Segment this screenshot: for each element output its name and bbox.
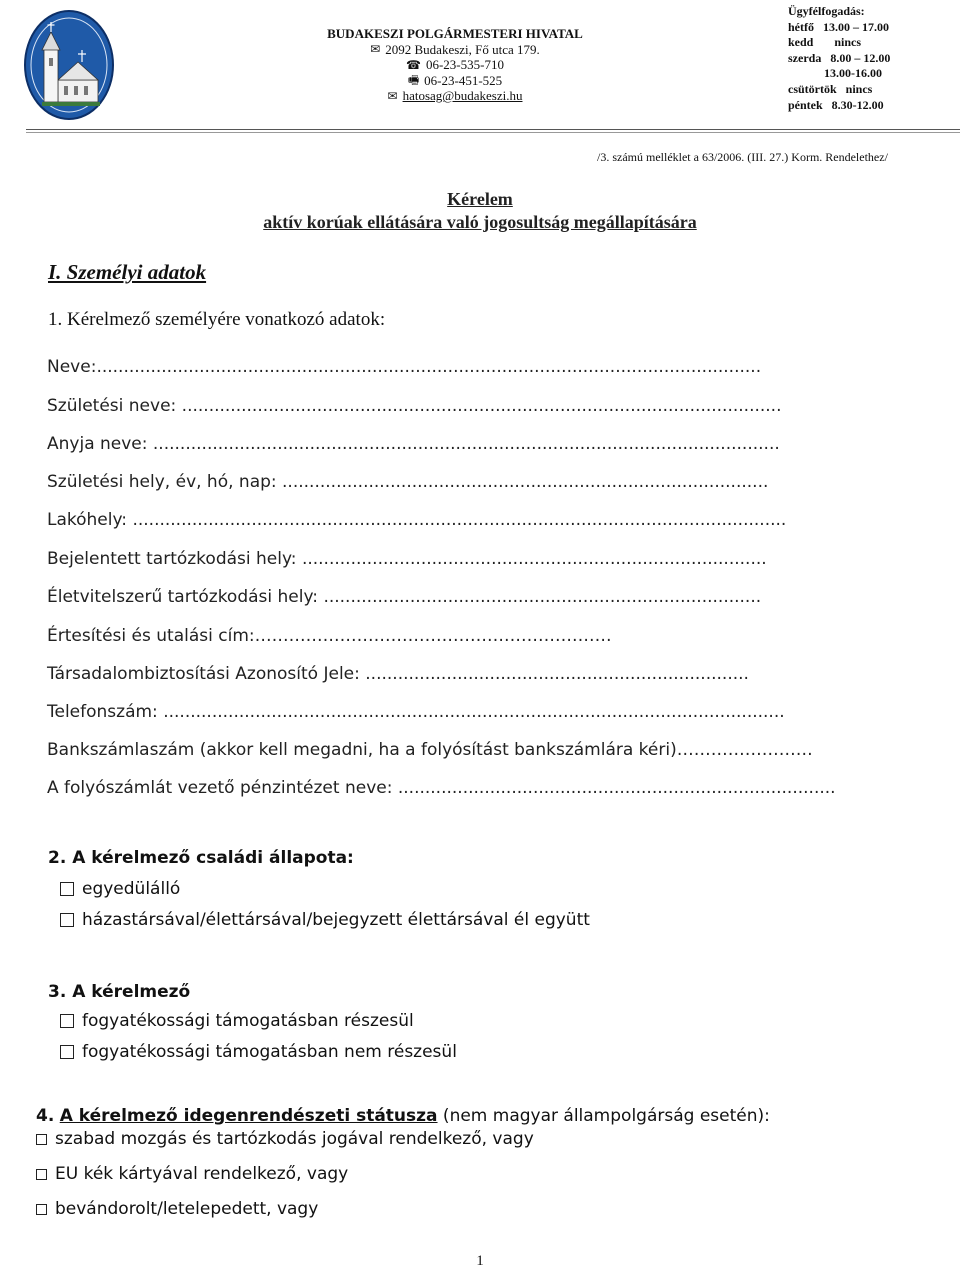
form-subtitle: aktív korúak ellátására való jogosultság megállapítására — [263, 212, 697, 232]
header-divider — [26, 129, 960, 130]
fill-line: ................................................................................. — [397, 778, 836, 798]
office-hours — [788, 4, 890, 113]
fill-line: .................................................................................................................... — [152, 434, 780, 454]
checkbox[interactable] — [36, 1204, 47, 1215]
option-label: EU kék kártyával rendelkező, vagy — [55, 1164, 349, 1184]
option-free-movement[interactable] — [36, 1129, 534, 1149]
field-label: Lakóhely: — [47, 510, 128, 530]
disability-support-heading: 3. A kérelmező — [48, 982, 191, 1002]
field-birth-place-date[interactable] — [47, 472, 768, 492]
email-line — [300, 88, 610, 104]
envelope-icon: ✉ — [370, 42, 381, 57]
hours-line: hétfő 13.00 – 17.00 — [788, 19, 889, 34]
hours-line: Ügyfélfogadás: — [788, 4, 865, 18]
hours-line: kedd nincs — [788, 35, 862, 50]
field-actual-stay[interactable] — [47, 587, 761, 607]
fill-line: …………………… — [676, 740, 813, 760]
section-personal-data-heading: I. Személyi adatok — [48, 260, 207, 284]
field-mother-name[interactable] — [47, 434, 780, 454]
option-single[interactable] — [60, 879, 180, 899]
fill-line: ............................................................................................................... — [181, 396, 782, 416]
field-label: Telefonszám: — [47, 702, 158, 722]
annex-note: /3. számú melléklet a 63/2006. (III. 27.) Korm. Rendelethez/ — [597, 150, 888, 164]
field-label: Születési neve: — [47, 396, 177, 416]
field-label: Születési hely, év, hó, nap: — [47, 472, 277, 492]
field-birth-name[interactable] — [47, 396, 782, 416]
marital-status-heading: 2. A kérelmező családi állapota: — [48, 848, 354, 868]
checkbox[interactable] — [36, 1134, 47, 1145]
option-label: fogyatékossági támogatásban nem részesül — [82, 1042, 457, 1062]
field-label: Bankszámlaszám (akkor kell megadni, ha a folyósítást bankszámlára kéri) — [47, 740, 677, 760]
fill-line: .......................................................................................... — [282, 472, 769, 492]
field-label: Anyja neve: — [47, 434, 148, 454]
applicant-data-heading: 1. Kérelmező személyére vonatkozó adatok: — [48, 309, 386, 330]
fax-text: 06-23-451-525 — [424, 72, 503, 88]
header-divider-secondary — [26, 132, 960, 133]
field-label: A folyószámlát vezető pénzintézet neve: — [47, 778, 393, 798]
hours-line: péntek 8.30-12.00 — [788, 97, 884, 112]
field-label: Bejelentett tartózkodási hely: — [47, 549, 297, 569]
question-number: 4. — [36, 1106, 55, 1126]
option-label: szabad mozgás és tartózkodás jogával rendelkező, vagy — [55, 1129, 534, 1149]
fill-line: ................................................................................. — [323, 587, 762, 607]
field-notification-address[interactable] — [47, 626, 612, 646]
option-settled[interactable] — [36, 1199, 318, 1219]
option-label: fogyatékossági támogatásban részesül — [82, 1011, 414, 1031]
email-icon: ✉ — [387, 88, 398, 103]
option-receives-disability-support[interactable] — [60, 1011, 414, 1031]
fill-line: ……………………………………………………… — [254, 626, 612, 646]
address-text: 2092 Budakeszi, Fő utca 179. — [385, 41, 540, 57]
field-registered-stay[interactable] — [47, 549, 767, 569]
field-social-security-number[interactable] — [47, 664, 749, 684]
hours-line: 13.00-16.00 — [788, 66, 882, 81]
option-no-disability-support[interactable] — [60, 1042, 457, 1062]
immigration-status-heading — [36, 1106, 770, 1126]
email-link[interactable]: hatosag@budakeszi.hu — [402, 88, 523, 103]
field-phone-number[interactable] — [47, 702, 785, 722]
question-title: A kérelmező idegenrendészeti státusza — [59, 1106, 438, 1126]
option-eu-blue-card[interactable] — [36, 1164, 348, 1184]
fill-line: ................................................................................................................... — [163, 702, 785, 722]
field-label: Neve: — [47, 357, 97, 377]
office-header — [300, 26, 610, 104]
telephone-icon: ☎ — [406, 57, 421, 72]
office-name: BUDAKESZI POLGÁRMESTERI HIVATAL — [327, 26, 583, 41]
field-bank-account[interactable] — [47, 740, 813, 760]
checkbox[interactable] — [36, 1169, 47, 1180]
checkbox[interactable] — [60, 882, 74, 896]
field-residence[interactable] — [47, 510, 786, 530]
fax-line — [300, 73, 610, 89]
phone-text: 06-23-535-710 — [425, 57, 504, 72]
phone-line — [300, 57, 610, 73]
checkbox[interactable] — [60, 913, 74, 927]
field-name[interactable] — [47, 357, 761, 377]
option-label: egyedülálló — [82, 879, 181, 899]
fill-line: ...................................................................................... — [301, 549, 767, 569]
field-bank-name[interactable] — [47, 778, 836, 798]
option-living-with-partner[interactable] — [60, 910, 590, 930]
form-title: Kérelem — [447, 189, 513, 209]
hours-line: csütörtök nincs — [788, 81, 873, 96]
fill-line: ........................................................................................................................... — [96, 357, 762, 377]
question-note: (nem magyar állampolgárság esetén): — [437, 1106, 770, 1126]
field-label: Értesítési és utalási cím: — [47, 626, 255, 646]
address-line — [300, 42, 610, 58]
checkbox[interactable] — [60, 1045, 74, 1059]
option-label: házastársával/élettársával/bejegyzett élettársával él együtt — [82, 910, 590, 930]
coat-of-arms-logo — [24, 10, 114, 120]
field-label: Életvitelszerű tartózkodási hely: — [47, 587, 319, 607]
field-label: Társadalombiztosítási Azonosító Jele: — [47, 664, 360, 684]
fill-line: ....................................................................... — [365, 664, 749, 684]
fax-icon: 🖷 — [407, 73, 420, 88]
checkbox[interactable] — [60, 1014, 74, 1028]
fill-line: ......................................................................................................................... — [132, 510, 787, 530]
option-label: bevándorolt/letelepedett, vagy — [55, 1199, 319, 1219]
hours-line: szerda 8.00 – 12.00 — [788, 50, 891, 65]
page-number: 1 — [476, 1253, 484, 1269]
